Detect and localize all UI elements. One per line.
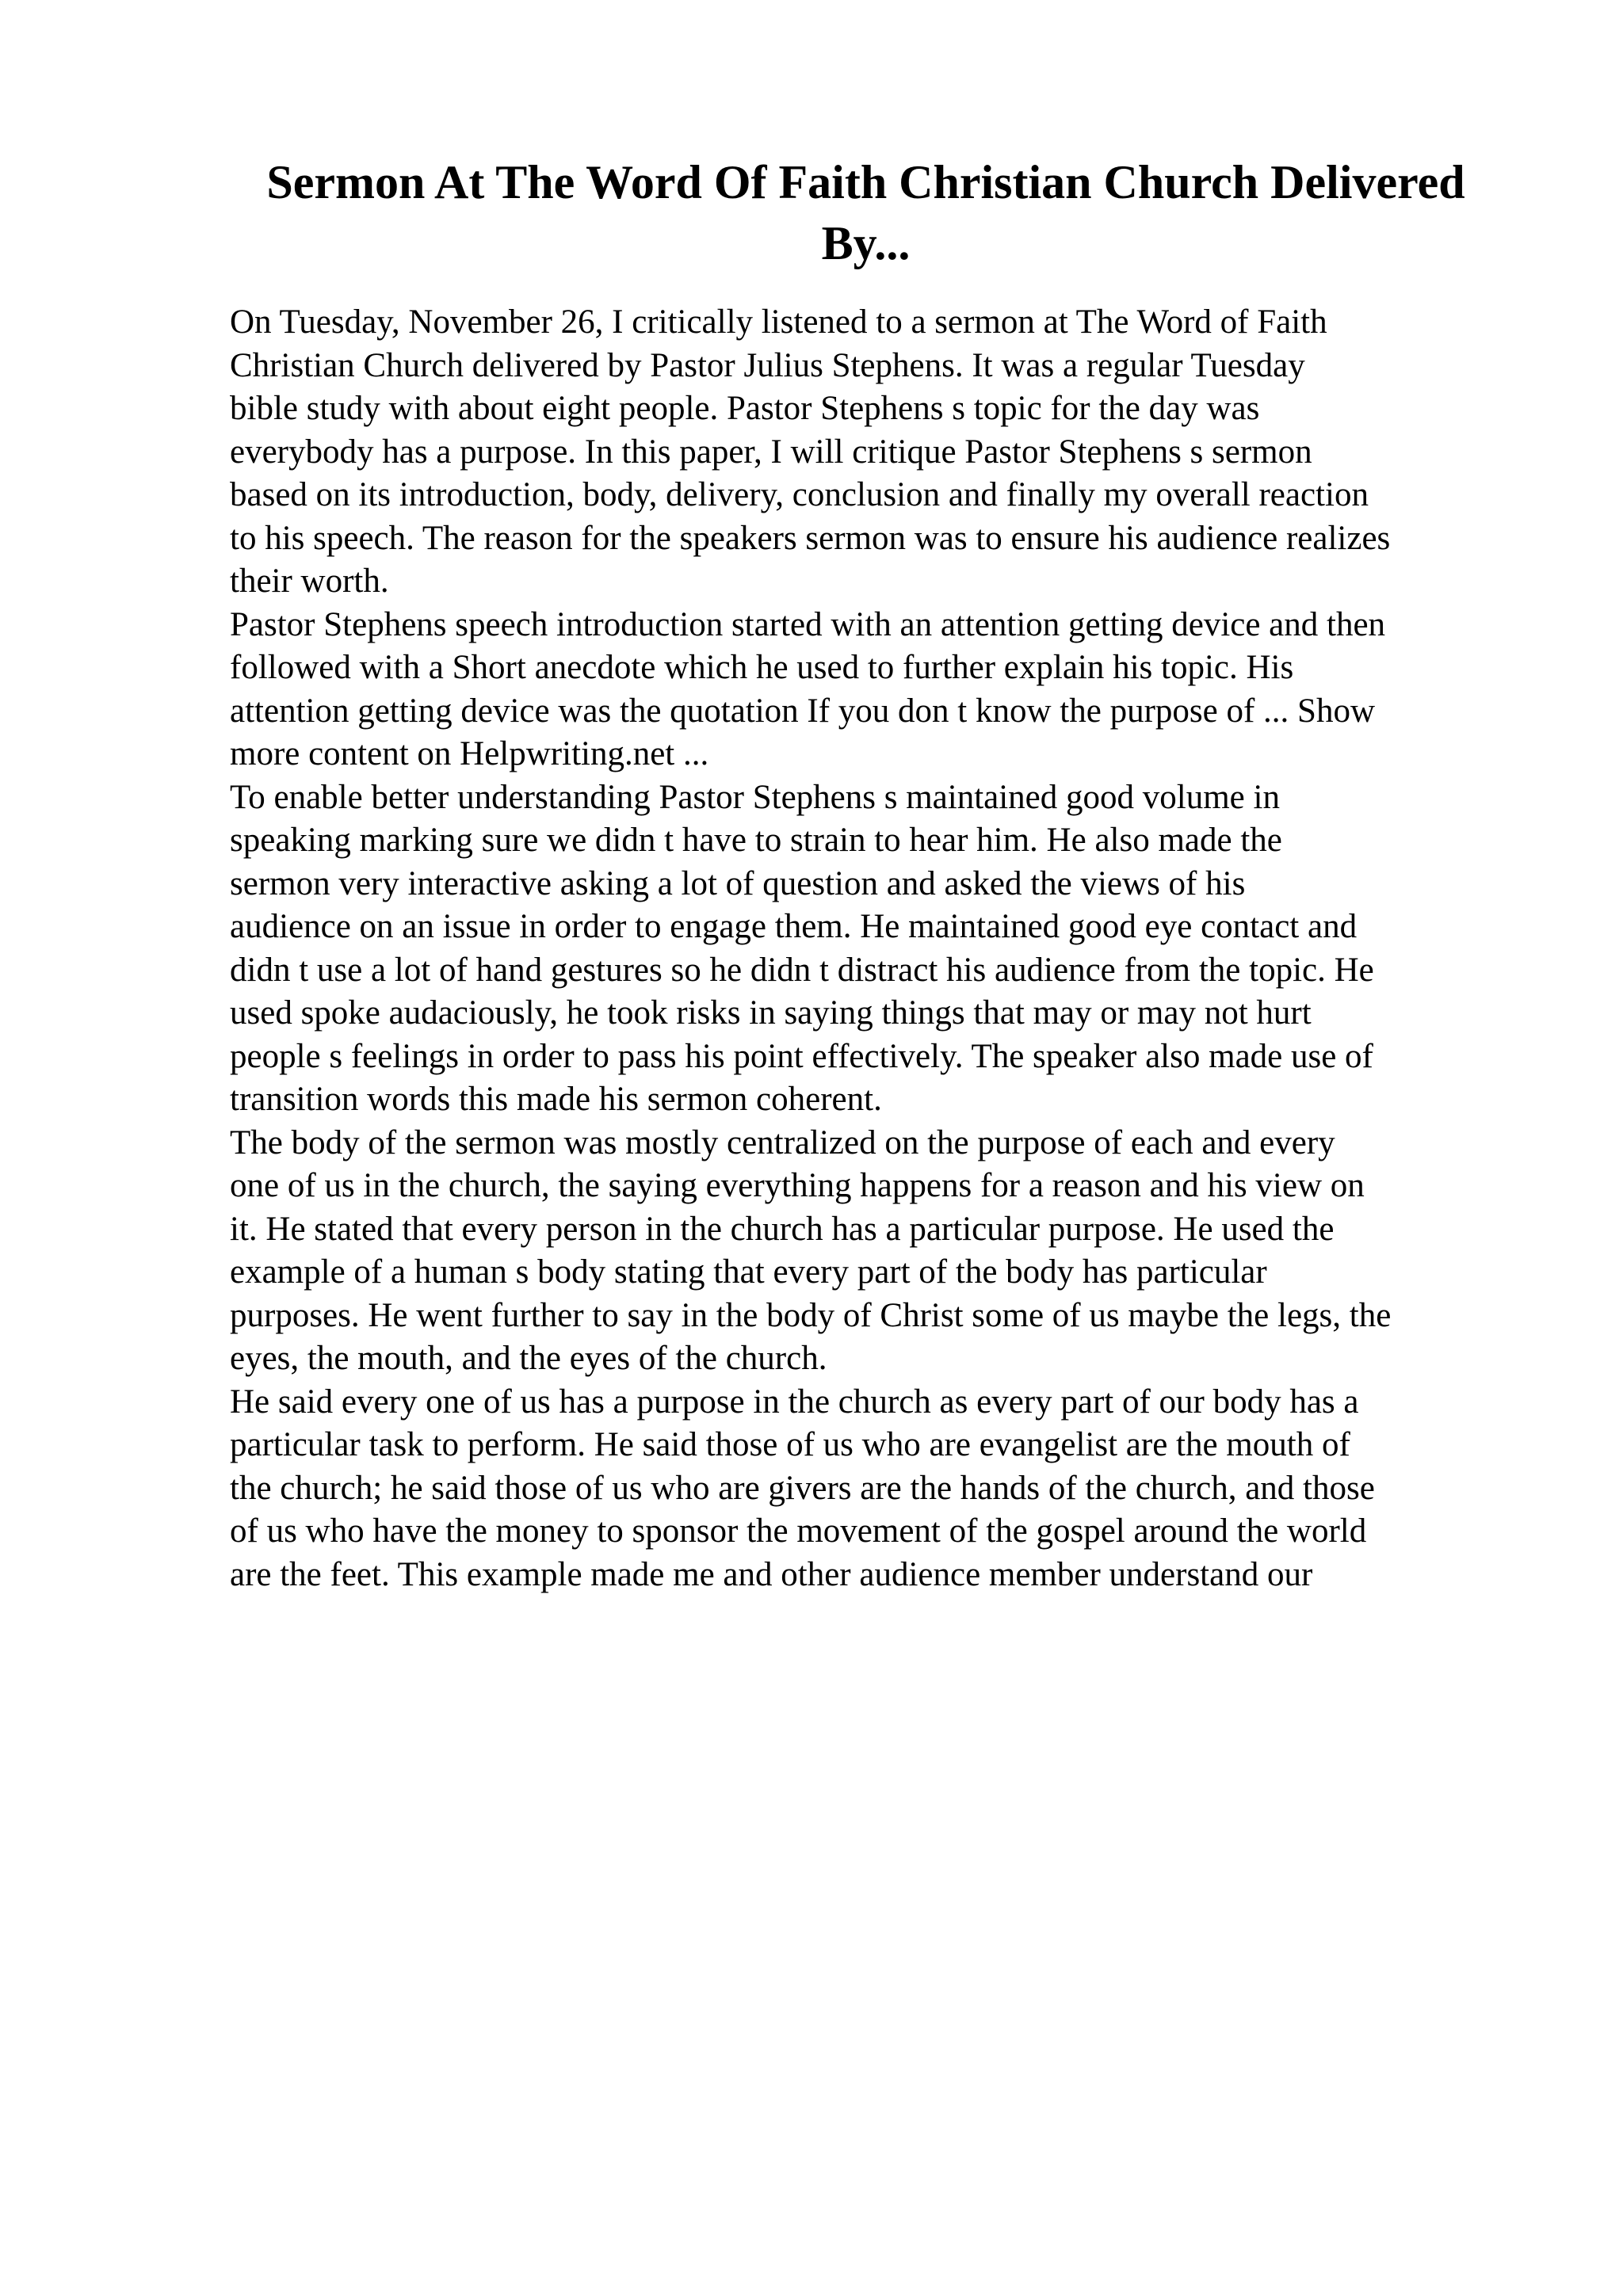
body-line: followed with a Short anecdote which he used to further explain his topic. His bbox=[230, 649, 1294, 686]
body-line: one of us in the church, the saying everything happens for a reason and his view on bbox=[230, 1167, 1365, 1204]
body-line: sermon very interactive asking a lot of question and asked the views of his bbox=[230, 864, 1246, 902]
body-line: based on its introduction, body, delivery, conclusion and finally my overall reaction bbox=[230, 476, 1369, 513]
body-line: speaking marking sure we didn t have to strain to hear him. He also made the bbox=[230, 822, 1282, 859]
document-title bbox=[230, 152, 1502, 274]
document-body bbox=[230, 301, 1498, 1596]
body-line: audience on an issue in order to engage them. He maintained good eye contact and bbox=[230, 908, 1358, 945]
body-line: their worth. bbox=[230, 563, 389, 600]
body-line: more content on Helpwriting.net ... bbox=[230, 735, 709, 772]
body-line: On Tuesday, November 26, I critically listened to a sermon at The Word of Faith bbox=[230, 303, 1327, 341]
body-line: particular task to perform. He said those of us who are evangelist are the mouth of bbox=[230, 1426, 1350, 1463]
body-line: example of a human s body stating that every part of the body has particular bbox=[230, 1253, 1267, 1291]
body-line: bible study with about eight people. Pastor Stephens s topic for the day was bbox=[230, 390, 1260, 427]
body-line: Christian Church delivered by Pastor Julius Stephens. It was a regular Tuesday bbox=[230, 346, 1305, 384]
body-line: are the feet. This example made me and other audience member understand our bbox=[230, 1555, 1313, 1593]
body-line: used spoke audaciously, he took risks in saying things that may or may not hurt bbox=[230, 994, 1312, 1032]
body-line: Pastor Stephens speech introduction started with an attention getting device and then bbox=[230, 605, 1386, 643]
body-line: the church; he said those of us who are givers are the hands of the church, and those bbox=[230, 1469, 1375, 1507]
body-line: people s feelings in order to pass his point effectively. The speaker also made use of bbox=[230, 1037, 1373, 1075]
body-line: He said every one of us has a purpose in the church as every part of our body has a bbox=[230, 1383, 1359, 1421]
title-line: By... bbox=[821, 217, 911, 269]
body-line: eyes, the mouth, and the eyes of the church. bbox=[230, 1340, 827, 1377]
body-line: to his speech. The reason for the speakers sermon was to ensure his audience realizes bbox=[230, 519, 1391, 557]
body-line: The body of the sermon was mostly centralized on the purpose of each and every bbox=[230, 1123, 1335, 1161]
body-line: To enable better understanding Pastor Stephens s maintained good volume in bbox=[230, 778, 1280, 816]
body-line: it. He stated that every person in the church has a particular purpose. He used the bbox=[230, 1210, 1335, 1248]
title-line: Sermon At The Word Of Faith Christian Church Delivered bbox=[266, 156, 1465, 208]
body-line: attention getting device was the quotation If you don t know the purpose of ... Show bbox=[230, 692, 1376, 730]
body-line: didn t use a lot of hand gestures so he didn t distract his audience from the topic. He bbox=[230, 951, 1374, 989]
body-line: everybody has a purpose. In this paper, I will critique Pastor Stephens s sermon bbox=[230, 433, 1312, 471]
body-line: of us who have the money to sponsor the movement of the gospel around the world bbox=[230, 1512, 1367, 1550]
body-line: transition words this made his sermon coherent. bbox=[230, 1081, 882, 1118]
body-line: purposes. He went further to say in the body of Christ some of us maybe the legs, the bbox=[230, 1296, 1392, 1334]
